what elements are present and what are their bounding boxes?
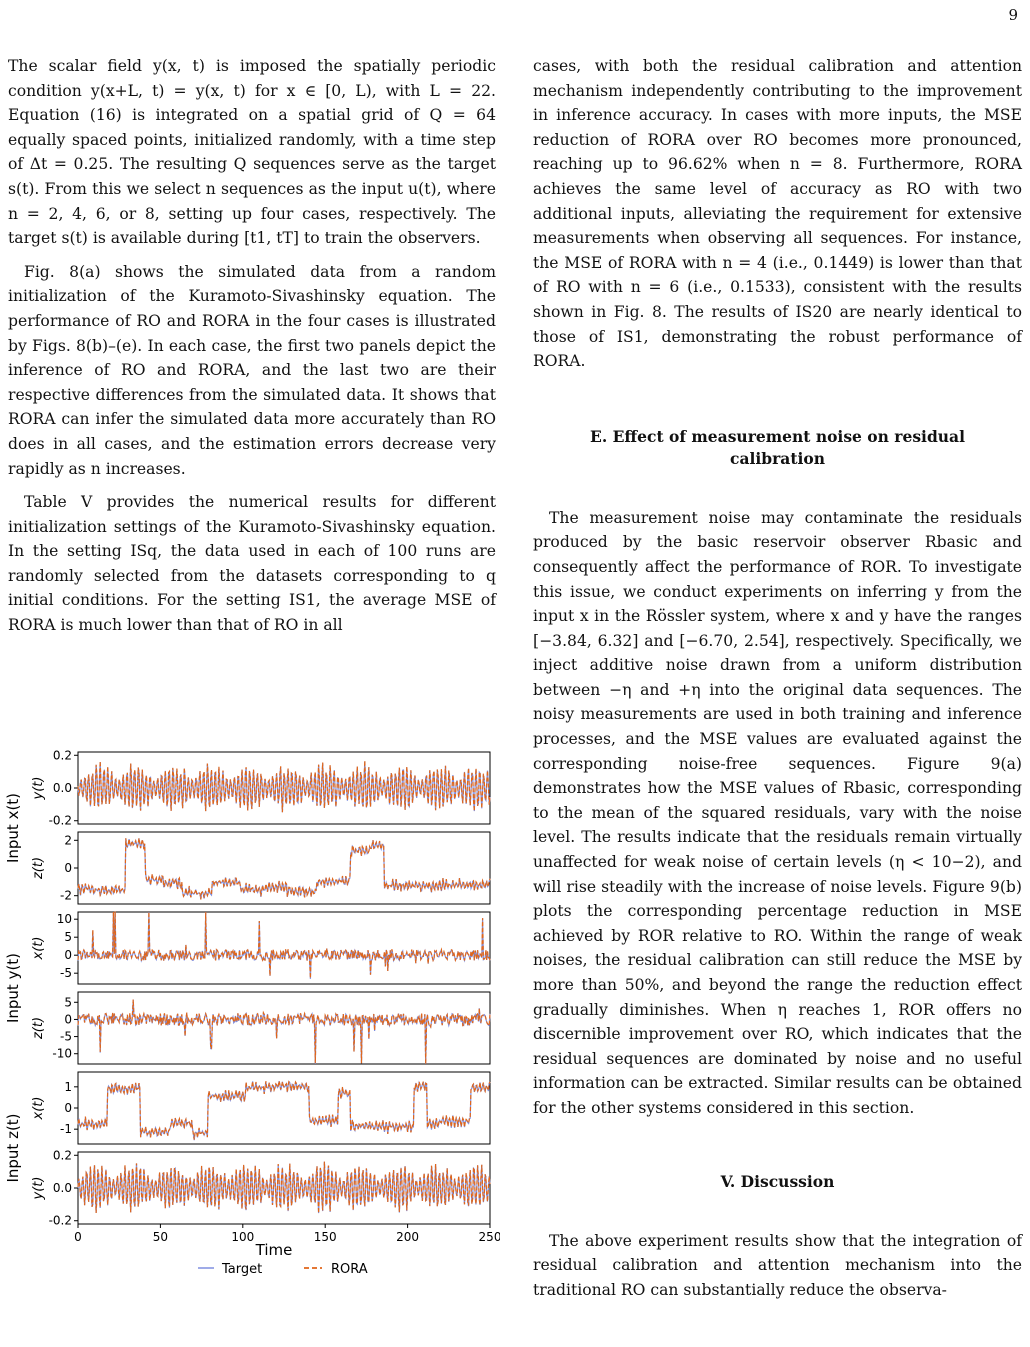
y-tick-label: 5	[64, 995, 72, 1010]
rora-series-line	[78, 1081, 490, 1139]
y-tick-label: 0	[64, 948, 72, 963]
figure	[0, 740, 500, 1320]
paragraph: Fig. 8(a) shows the simulated data from a random initialization of the Kuramoto-Sivashinsky equation. The performance of RO and RORA in the four cases is illustrated by Figs. 8(b)–(e). In each case, the first two panels depict the inference of RO and RORA, and the last two are their respective differences from the simulated data. It shows that RORA can infer the simulated data more accurately than RO does in all cases, and the estimation errors decrease very rapidly as n increases.	[8, 262, 496, 478]
y-tick-label: -5	[60, 1029, 72, 1044]
x-tick-label: 50	[152, 1230, 169, 1244]
x-tick-label: 200	[396, 1230, 420, 1244]
input-group-label: Input z(t)	[4, 1113, 22, 1183]
y-tick-label: 0	[64, 1012, 72, 1027]
x-tick-label: 250	[478, 1230, 500, 1244]
y-tick-label: 0.0	[52, 781, 72, 795]
panel-frame	[78, 992, 490, 1064]
y-tick-label: -1	[60, 1122, 72, 1137]
paragraph: Table V provides the numerical results for different initialization settings of the Kuramoto-Sivashinsky equation. In the setting ISq, the data used in each of 100 runs are randomly selected from the datasets corresponding to q initial conditions. For the setting IS1, the average MSE of RORA is much lower than that of RO in all	[8, 493, 496, 635]
paragraph: The scalar field y(x, t) is imposed the spatially periodic condition y(x+L, t) = y(x, t) for x ∈ [0, L), with L = 22. Equation (16) is integrated on a spatial grid of Q = 64 equally spaced points, initialized randomly, with a time step of Δt = 0.25. The resulting Q sequences serve as the target s(t). From this we select n sequences as the input u(t), where n = 2, 4, 6, or 8, setting up four cases, respectively. The target s(t) is available during [t1, tT] to train the observers.	[8, 57, 496, 248]
target-series-line	[78, 912, 490, 979]
y-axis-label: y(t)	[31, 776, 46, 800]
y-tick-label: -0.2	[48, 1213, 72, 1228]
section-title: V. Discussion	[720, 1171, 835, 1191]
figure-chart	[0, 740, 500, 1320]
y-axis-label: y(t)	[31, 1176, 46, 1200]
y-axis-label: x(t)	[31, 936, 46, 960]
rora-series-line	[78, 1000, 490, 1065]
input-group-label: Input y(t)	[4, 952, 22, 1024]
y-tick-label: 2	[64, 833, 72, 848]
x-tick-label: 0	[74, 1230, 82, 1244]
paragraph: The above experiment results show that the integration of residual calibration and attention mechanism into the traditional RO can substantially reduce the observa-	[533, 1231, 1022, 1299]
target-series-line	[78, 1000, 490, 1065]
section-title: calibration	[730, 448, 825, 468]
y-tick-label: -2	[60, 888, 72, 903]
y-tick-label: 0.2	[52, 748, 72, 763]
y-axis-label: x(t)	[31, 1096, 46, 1120]
legend-target-label: Target	[222, 1262, 263, 1277]
rora-series-line	[78, 911, 490, 978]
input-group-label: Input x(t)	[4, 792, 22, 864]
y-axis-label: z(t)	[31, 1016, 46, 1040]
y-tick-label: 10	[56, 912, 72, 927]
left-column	[8, 54, 496, 638]
x-axis-label: Time	[255, 1241, 293, 1259]
y-tick-label: 0.2	[52, 1148, 72, 1163]
legend-rora-label: RORA	[331, 1262, 368, 1277]
y-tick-label: 1	[64, 1079, 72, 1094]
y-tick-label: 0.0	[52, 1181, 72, 1195]
x-tick-label: 150	[313, 1230, 337, 1244]
y-tick-label: -0.2	[48, 813, 72, 828]
target-series-line	[78, 1162, 490, 1213]
y-tick-label: -10	[52, 1046, 72, 1061]
y-tick-label: 0	[64, 1101, 72, 1115]
section-title: E. Effect of measurement noise on residual	[590, 426, 965, 446]
y-tick-label: -5	[60, 966, 72, 981]
y-axis-label: z(t)	[31, 856, 46, 880]
y-tick-label: 5	[64, 930, 72, 945]
panel-frame	[78, 912, 490, 984]
y-tick-label: 0	[64, 861, 72, 875]
right-column	[533, 54, 1022, 1302]
x-tick-label: 100	[231, 1230, 255, 1244]
rora-series-line	[78, 838, 490, 899]
paragraph: The measurement noise may contaminate the residuals produced by the basic reservoir observer Rbasic and consequently affect the performance of ROR. To investigate this issue, we conduct experiments on inferring y from the input x in the Rössler system, where x and y have the ranges [−3.84, 6.32] and [−6.70, 2.54], respectively. Specifically, we inject additive noise drawn from a uniform distribution between −η and +η into the original data sequences. The noisy measurements are used in both training and inference processes, and the MSE values are evaluated against the corresponding noise-free sequences. Figure 9(a) demonstrates how the MSE values of Rbasic, corresponding to the mean of the squared residuals, vary with the noise level. The results indicate that the residuals remain virtually unaffected for weak noise of certain levels (η < 10−2), and will rise steadily with the increase of noise levels. Figure 9(b) plots the corresponding percentage reduction in MSE achieved by ROR relative to RO. Within the range of weak noises, the residual calibration can still reduce the MSE by more than 50%, and beyond the range the reduction effect gradually diminishes. When η reaches 1, ROR offers no discernible improvement over RO, which indicates that the residual sequences are dominated by noise and no useful information can be extracted. Similar results can be obtained for the other systems considered in this section.	[533, 508, 1022, 1117]
paragraph: cases, with both the residual calibration and attention mechanism independently contributing to the improvement in inference accuracy. In cases with more inputs, the MSE reduction of RORA over RO becomes more pronounced, reaching up to 96.62% when n = 8. Furthermore, RORA achieves the same level of accuracy as RO with two additional inputs, alleviating the requirement for extensive measurements when observing all sequences. For instance, the MSE of RORA with n = 4 (i.e., 0.1449) is lower than that of RO with n = 6 (i.e., 0.1533), consistent with the results shown in Fig. 8. The results of IS20 are nearly identical to those of IS1, demonstrating the robust performance of RORA.	[533, 57, 1022, 371]
page-number: 9	[1008, 6, 1018, 24]
